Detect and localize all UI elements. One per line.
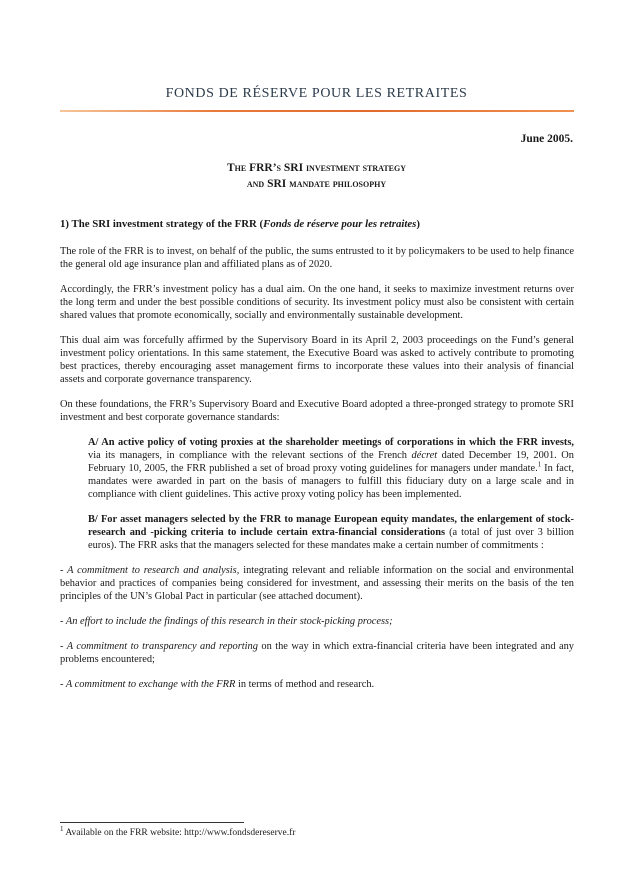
item-a-text: dated December 19, 2001. On February 10, 2005, the FRR published a set of broad proxy voting guidelines for managers under mandate. <box>88 450 575 474</box>
paragraph: Accordingly, the FRR’s investment policy has a dual aim. On the one hand, it seeks to maximize investment returns over the long term and under the best possible conditions of security. Its investment policy must also be consistent with certain shared values that promote economically, socially and environmentally sustainable development. <box>60 284 574 321</box>
title-part: investment strategy <box>303 162 407 174</box>
item-b-text: (a total of just over 3 billion euros). The FRR asks that the managers selected for these mandates make a certain number of commitments : <box>88 527 575 551</box>
heading-part: 1) The SRI investment strategy of the FRR ( <box>60 218 264 230</box>
footnote <box>60 824 296 838</box>
paragraph: On these foundations, the FRR’s Supervisory Board and Executive Board adopted a three-pronged strategy to promote SRI investment and best corporate governance standards: <box>60 399 574 423</box>
item-a-heading: A/ An active policy of voting proxies at the shareholder meetings of corporations in which the FRR invests, <box>88 437 574 448</box>
footnote-number: 1 <box>60 824 64 833</box>
commitment-label: - A commitment to exchange with the FRR <box>60 679 236 690</box>
item-a-text: via its managers, in compliance with the relevant sections of the French <box>88 450 412 461</box>
paragraph: This dual aim was forcefully affirmed by the Supervisory Board in its April 2, 2003 proceedings on the Fund’s general investment policy orientations. In this same statement, the Executive Board was asked to actively contribute to promoting best practices, thereby encouraging asset management firms to incorporate these values into their analysis of financial assets and corporate governance transparency. <box>60 335 574 385</box>
commitment-text: on the way in which extra-financial criteria have been integrated and any problems encountered; <box>60 641 574 665</box>
footnote-ref: 1 <box>537 460 542 469</box>
title-part: The FRR’s <box>226 162 284 174</box>
title-line-1 <box>0 160 633 176</box>
commitment-item <box>60 615 574 628</box>
strategy-item-a <box>88 436 574 501</box>
paragraph: The role of the FRR is to invest, on behalf of the public, the sums entrusted to it by policymakers to be used to help finance the general old age insurance plan and affiliated plans as of 2020. <box>60 246 574 270</box>
commitment-text: integrating relevant and reliable information on the social and environmental behavior and practices of companies being considered for investment, and assessing their merits on the basis of the ten principles of the UN’s Global Pact in particular (see attached document). <box>60 565 575 602</box>
title-part: and <box>246 178 268 190</box>
document-title <box>0 160 633 192</box>
footnote-divider <box>60 822 244 823</box>
title-line-2 <box>0 176 633 192</box>
commitment-item <box>60 564 574 603</box>
commitment-item <box>60 640 574 666</box>
footnote-text: Available on the FRR website: http://www.fondsdereserve.fr <box>63 828 296 838</box>
strategy-item-b <box>88 513 574 552</box>
commitment-label: - A commitment to transparency and reporting <box>60 641 258 652</box>
item-a-text: In fact, mandates were awarded in part on the basis of managers to fulfill this fiduciary duty on a large scale and in compliance with client guidelines. This active proxy voting policy has been implemented. <box>88 463 574 500</box>
commitment-text: in terms of method and research. <box>235 679 375 690</box>
document-date: June 2005. <box>520 133 573 145</box>
header-accent-rule <box>60 110 574 112</box>
section-heading <box>60 218 574 231</box>
item-b-heading: B/ For asset managers selected by the FRR to manage European equity mandates, the enlargement of stock-research and -picking criteria to include certain extra-financial considerations <box>88 514 574 538</box>
item-a-italic: décret <box>411 450 438 461</box>
commitment-item <box>60 678 574 691</box>
commitment-label: - A commitment to research and analysis, <box>60 565 240 576</box>
heading-part: Fonds de réserve pour les retraites <box>263 218 417 230</box>
title-part: SRI <box>267 178 287 190</box>
organization-header: FONDS DE RÉSERVE POUR LES RETRAITES <box>165 86 468 101</box>
title-part: SRI <box>283 162 304 174</box>
heading-part: ) <box>416 218 420 230</box>
title-part: mandate philosophy <box>286 178 387 190</box>
commitment-label: - An effort to include the findings of this research in their stock-picking process; <box>60 616 393 627</box>
document-body <box>60 218 574 703</box>
